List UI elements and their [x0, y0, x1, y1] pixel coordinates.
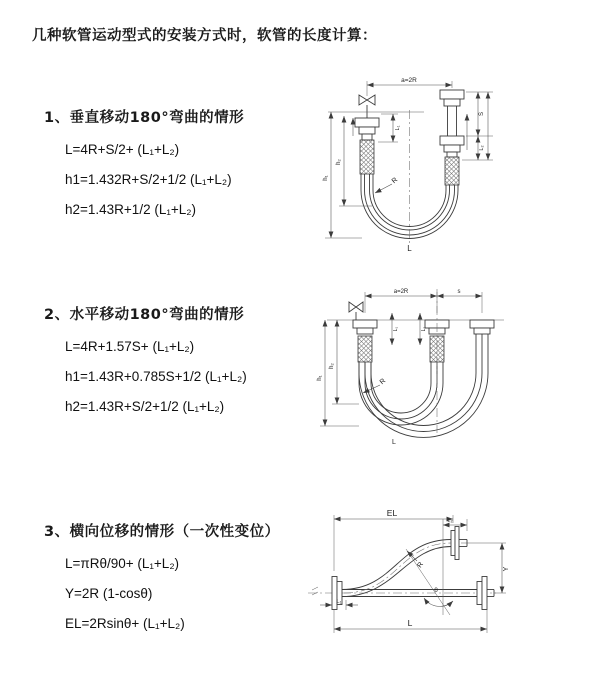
formula-line: L=4R+S/2+ (L₁+L₂) — [65, 142, 180, 157]
section-vertical-movement — [44, 106, 244, 225]
dim-label-l1: L₁ — [393, 326, 399, 332]
dim-label-r: R — [378, 377, 388, 387]
dim-label-h2: h₂ — [336, 159, 342, 165]
dim-h1-h2 — [317, 320, 359, 426]
diagram-vertical-u-bend — [312, 70, 597, 260]
section-3-heading: 3、横向位移的情形（一次性变位） — [44, 524, 280, 540]
dim-l1 — [378, 114, 401, 142]
section-1-formulas — [44, 135, 244, 225]
section-2-heading: 2、水平移动180°弯曲的情形 — [44, 307, 245, 323]
dim-label-a2r: a=2R — [401, 77, 417, 84]
dim-label-l: L — [407, 618, 413, 628]
section-horizontal-movement — [44, 303, 247, 422]
braided-hose-section — [445, 157, 459, 185]
dim-label-y: Y — [503, 566, 510, 572]
right-pipe-assembly — [440, 90, 467, 185]
section-3-formulas — [44, 549, 280, 639]
formula-line: EL=2Rsinθ+ (L₁+L₂) — [65, 616, 185, 631]
dim-label-r: R — [416, 561, 426, 570]
formula-line: h1=1.43R+0.785S+1/2 (L₁+L₂) — [65, 369, 247, 384]
dim-label-l-total: L — [407, 244, 412, 253]
formula-line: L=πRθ/90+ (L₁+L₂) — [65, 556, 180, 571]
dim-label-s: S — [479, 111, 485, 117]
u-bend-hose-original — [359, 362, 443, 425]
dim-label-s: s — [457, 289, 461, 295]
formula-line: h2=1.43R+S/2+1/2 (L₁+L₂) — [65, 399, 225, 414]
radius-pointer — [375, 177, 399, 193]
section-2-formulas — [44, 332, 247, 422]
braided-hose-section — [360, 140, 374, 174]
valve-icon — [359, 95, 375, 118]
section-1-heading: 1、垂直移动180°弯曲的情形 — [44, 110, 245, 126]
formula-line: L=4R+1.57S+ (L₁+L₂) — [65, 339, 195, 354]
displaced-pipe-assembly — [470, 320, 494, 334]
dim-label-theta: θ — [434, 587, 438, 594]
page-title: 几种软管运动型式的安装方式时，软管的长度计算： — [32, 28, 377, 44]
left-pipe-assembly — [353, 118, 379, 174]
dim-label-l2: L₂ — [447, 518, 453, 524]
dim-l1-l2 — [392, 313, 427, 345]
diagram-lateral-s-curve — [300, 505, 600, 655]
radius-construction — [406, 549, 453, 615]
dim-a2r — [367, 77, 452, 96]
dim-label-h1: h₁ — [317, 375, 323, 381]
break-mark-icon — [312, 587, 318, 595]
braided-hose-section — [358, 336, 372, 362]
formula-line: h2=1.43R+1/2 (L₁+L₂) — [65, 202, 197, 217]
diagram-horizontal-u-bend — [312, 283, 597, 463]
dim-s-l2 — [462, 92, 493, 160]
dim-label-h2: h₂ — [329, 363, 335, 369]
dim-l1 — [320, 599, 358, 610]
formula-line: Y=2R (1-cosθ) — [65, 586, 153, 601]
formula-line: h1=1.432R+S/2+1/2 (L₁+L₂) — [65, 172, 232, 187]
dim-label-l-total: L — [392, 439, 396, 446]
dim-label-el: EL — [386, 508, 398, 518]
dim-label-l2: L₂ — [479, 145, 485, 151]
dim-l-total — [334, 603, 487, 633]
dim-label-r: R — [390, 176, 400, 186]
dim-a2r-s — [365, 289, 482, 313]
dim-label-l1: L₁ — [336, 599, 342, 605]
valve-icon — [349, 302, 363, 320]
dim-label-l1: L₁ — [395, 125, 401, 131]
dim-label-l2: L₂ — [421, 326, 427, 332]
dim-label-a2r: a=2R — [393, 289, 409, 295]
dim-label-h1: h₁ — [323, 175, 329, 181]
dim-el — [334, 508, 453, 571]
section-lateral-displacement — [44, 520, 280, 639]
left-pipe-assembly — [353, 320, 377, 362]
